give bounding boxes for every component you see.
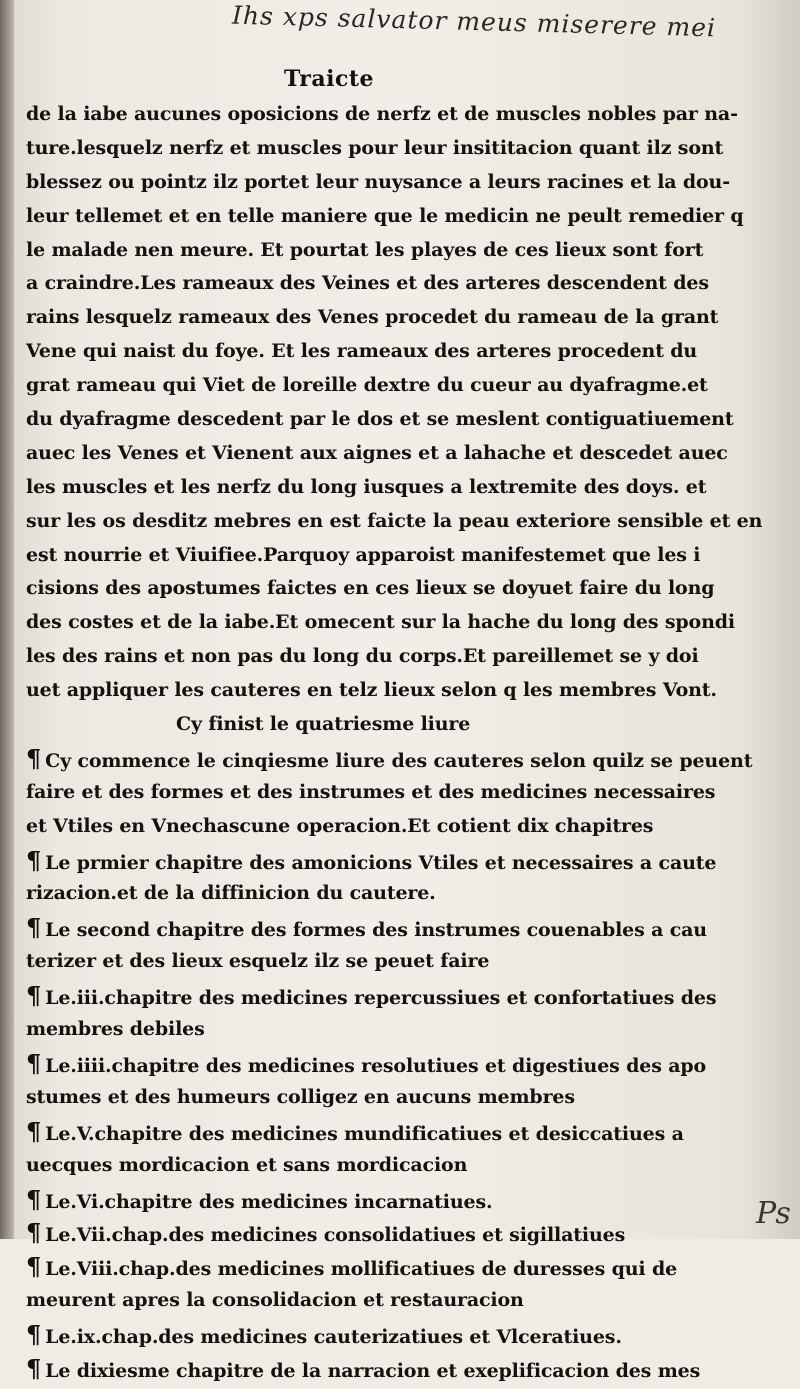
text-line [26,1013,686,1047]
text-line [26,674,717,708]
pilcrow-mark: ¶ [26,1116,42,1146]
text-line-content: blessez ou pointz ilz portet leur nuysance a leurs racines et la dou- [26,170,730,193]
pilcrow-mark: ¶ [26,981,42,1011]
text-line-content: grat rameau qui Viet de loreille dextre du cueur au dyafragme.et [26,374,708,397]
text-line [26,1149,686,1183]
pilcrow-mark: ¶ [26,845,42,875]
text-line-content: stumes et des humeurs colligez en aucuns membres [26,1085,575,1108]
handwritten-page-mark: Ps [756,1196,791,1231]
text-line [26,945,686,979]
text-line [26,1047,707,1081]
pilcrow-mark: ¶ [26,913,42,943]
text-line [26,1081,686,1115]
text-line [26,200,744,234]
text-line [26,98,738,132]
pilcrow-mark: ¶ [26,1184,42,1214]
text-line-content: Le.Vi.chapitre des medicines incarnatiues. [45,1190,493,1213]
text-line-content: ture.lesquelz nerfz et muscles pour leur insititacion quant ilz sont [26,136,724,159]
text-line [26,708,686,742]
text-line [26,267,709,301]
text-line [26,606,735,640]
text-line-content: faire et des formes et des instrumes et des medicines necessaires [26,780,716,803]
handwritten-annotation: Ihs xps salvator meus miserere mei [231,0,717,43]
text-line-content: meurent apres la consolidacion et restauracion [26,1289,524,1312]
text-line-content: de la iabe aucunes oposicions de nerfz et de muscles nobles par na- [26,103,738,125]
text-line [26,437,728,471]
text-line [26,1318,686,1352]
book-gutter [0,0,14,1239]
text-line-content: rains lesquelz rameaux des Venes procedet du rameau de la grant [26,306,719,329]
text-line [26,539,701,573]
text-line [26,1115,686,1149]
text-line [26,301,719,335]
pilcrow-mark: ¶ [26,1252,42,1282]
text-line-content: est nourrie et Viuifiee.Parquoy apparoist manifestemet que les i [26,543,701,566]
text-line-content: a craindre.Les rameaux des Veines et des arteres descendent des [26,272,709,295]
text-line-content: du dyafragme descedent par le dos et se meslent contiguatiuement [26,408,734,431]
text-line [26,1352,701,1386]
pilcrow-mark: ¶ [26,1353,42,1383]
text-line [26,1216,686,1250]
text-line [26,810,686,844]
text-line-content: uecques mordicacion et sans mordicacion [26,1153,468,1176]
text-line-content: Vene qui naist du foye. Et les rameaux des arteres procedent du [26,340,698,363]
text-line-content: et Vtiles en Vnechascune operacion.Et cotient dix chapitres [26,814,654,837]
text-line-content: Cy finist le quatriesme liure [176,713,471,736]
text-line-content: Le.Vii.chap.des medicines consolidatiues et sigillatiues [45,1224,626,1247]
text-line-content: des costes et de la iabe.Et omecent sur la hache du long des spondi [26,611,735,634]
pilcrow-mark: ¶ [26,743,42,773]
text-line-content: rizacion.et de la diffinicion du cautere. [26,882,436,905]
text-line [26,844,717,878]
text-line-content: uet appliquer les cauteres en telz lieux selon q les membres Vont. [26,679,717,702]
text-line [26,369,708,403]
text-line [26,776,716,810]
text-line [26,505,763,539]
text-line [26,1284,686,1318]
text-line [26,166,730,200]
text-line-content: Le second chapitre des formes des instrumes couenables a cau [45,919,707,942]
text-line-content: Le.iii.chapitre des medicines repercussiues et confortatiues des [45,987,717,1010]
text-line-content: Le.V.chapitre des medicines mundificatiues et desiccatiues a [45,1122,684,1145]
text-line [26,132,724,166]
text-line [26,1250,686,1284]
text-line-content: les muscles et les nerfz du long iusques a lextremite des doys. et [26,475,707,498]
text-line [26,335,698,369]
pilcrow-mark: ¶ [26,1218,42,1248]
text-line-content: leur tellemet et en telle maniere que le medicin ne peult remedier q [26,204,744,227]
text-line [26,877,686,911]
text-line-content: Le prmier chapitre des amonicions Vtiles et necessaires a caute [45,851,717,874]
text-line-content: sur les os desditz mebres en est faicte la peau exteriore sensible et en [26,509,763,532]
text-line [26,640,699,674]
text-line [26,403,734,437]
pilcrow-mark: ¶ [26,1048,42,1078]
text-line-content: les des rains et non pas du long du corps.Et pareillemet se y doi [26,645,699,668]
text-line [26,979,717,1013]
text-line [26,471,707,505]
text-line-content: Le.iiii.chapitre des medicines resolutiues et digestiues des apo [45,1054,707,1077]
text-line-content: Le.Viii.chap.des medicines mollificatiues de duresses qui de [45,1258,678,1281]
text-line-content: cisions des apostumes faictes en ces lieux se doyuet faire du long [26,577,715,600]
text-line-content: terizer et des lieux esquelz ilz se peuet faire [26,950,490,973]
running-header: Traicte [284,66,375,92]
text-line-content: Le dixiesme chapitre de la narracion et exeplificacion des mes [45,1359,701,1382]
text-line [26,1183,686,1217]
text-line-content: le malade nen meure. Et pourtat les playes de ces lieux sont fort [26,238,704,261]
text-block [26,98,763,1386]
text-line [26,572,715,606]
text-line [26,234,704,268]
pilcrow-mark: ¶ [26,1320,42,1350]
text-line [26,911,707,945]
text-line-content: Le.ix.chap.des medicines cauterizatiues et Vlceratiues. [45,1326,622,1349]
text-line-content: membres debiles [26,1018,205,1041]
text-line [26,742,753,776]
text-line-content: auec les Venes et Vienent aux aignes et a lahache et descedet auec [26,441,728,464]
text-line-content: Cy commence le cinqiesme liure des cauteres selon quilz se peuent [45,749,753,772]
